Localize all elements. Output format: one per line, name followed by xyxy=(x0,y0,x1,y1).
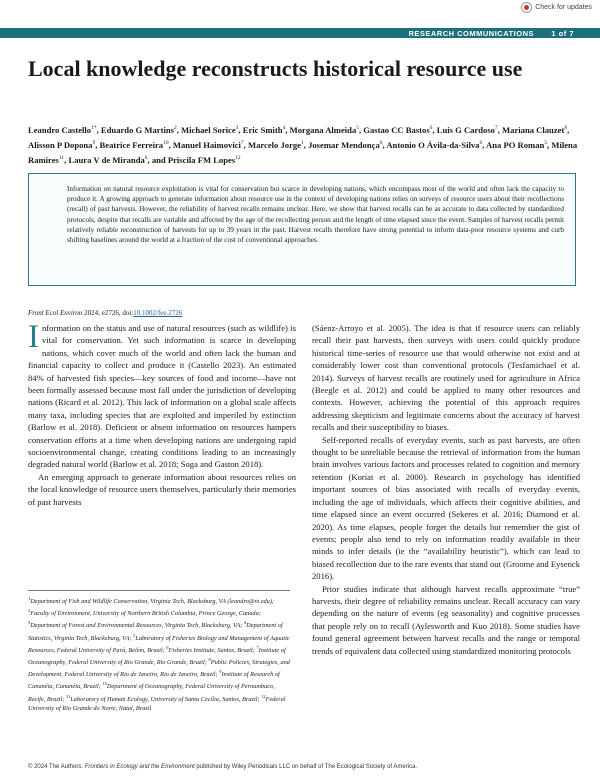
affiliation-footnotes xyxy=(28,590,290,713)
footer-publisher: published by Wiley Periodicals LLC on behalf of The Ecological Society of America. xyxy=(194,764,418,770)
footnote-item: $^8$Public Policies, Strategies, and Development, Federal University of Rio de Janeiro, Rio de Janeiro, Brazil; xyxy=(28,656,290,679)
body-column-left xyxy=(28,319,296,508)
footnote-item: $^4$Department of Statistics, Virginia Tech, Blacksburg, VA; xyxy=(28,620,283,642)
check-for-updates[interactable] xyxy=(521,2,592,13)
body-paragraph-5: Prior studies indicate that although harvest recalls approximate “true” harvests, their degree of reliability remains unclear. Recall accuracy can vary depending on the nature of events (eg seasonality) and cognitive processes that people rely on to recall (Aylesworth and Kuo 2018). Some studies have found general agreement between harvest recalls and the range or temporal trends of equivalent data collected using standardized monitoring protocols xyxy=(312,583,580,656)
author-affiliation-mark: 2 xyxy=(173,125,177,131)
author-name: Antonio O Ávila-da-Silva$^6$ xyxy=(386,139,483,150)
author-name: Leandro Castello$^{1*}$ xyxy=(28,124,97,135)
body-paragraph-3: (Sáenz-Arroyo et al. 2005). The idea is that if resource users can reliably recall their past harvests, then surveys with users could quickly produce historical time-series of resource use that would otherwise not exist and at considerably lower cost than conventional protocols (Tesfamichael et al. 2014). Surveys of harvest recalls are routinely used for agriculture in Africa (Beegle et al. 2012) and could be applied to many other resources and contexts. However, achieving the potential of this approach requires addressing skepticism and legitimate concerns about the accuracy of harvest recalls and their susceptibility to biases. xyxy=(312,323,580,433)
author-name: Laura V de Miranda$^6$ xyxy=(68,154,148,165)
page-count: 1 of 7 xyxy=(551,29,574,38)
author-list: Leandro Castello$^{1*}$, Eduardo G Martins$^2$, Michael Sorice$^3$, Eric Smith$^4$, Morgana Almeida$^5$, Gastao CC Bastos$^6$, Luis G Cardoso$^7$, Mariana Clauzet$^8$, Alisson P Dopona$^9$, Beatrice Ferreira$^{10}$, Manuel Haimovici$^7$, Marcelo Jorge$^1$, Josemar Mendonça$^6$, Antonio O Ávila-da-Silva$^6$, Ana PO Roman$^5$, Milena Ramires$^{11}$, Laura V de Miranda$^6$, and Priscila FM Lopes$^{12}$ xyxy=(28,124,578,165)
author-affiliation-mark: 3 xyxy=(235,125,239,131)
author-affiliation-mark: 12 xyxy=(235,155,241,162)
footnote-item: $^1$Department of Fish and Wildlife Conservation, Virginia Tech, Blacksburg, VA (leandro@vt.edu); xyxy=(28,596,275,606)
citation-rest: 2024; e2726, doi: xyxy=(82,309,134,317)
abstract-text: Information on natural resource exploitation is vital for conservation but scarce in developing nations, which encompass most of the world and often lack the capacity to produce it. A growing approach to generate information about resource use in the context of developing nations relies on surveys of resource users about their recollections (recall) of past harvests. However, the reliability of harvest recalls remains unclear. Here, we show that harvest recalls can be as accurate to data collected by standardized protocols, despite that recalls are variable and affected by the age of the recollecting person and the length of time elapsed since the event. Samples of harvest recalls permit relatively reliable reconstruction of harvests for up to 39 years in the past. Harvest recalls therefore have strong potential to inform data-poor resource systems and curb shifting baselines around the world at a fraction of the cost of conventional approaches. xyxy=(67,185,564,245)
footnote-item: $^{10}$Department of Oceanography, Federal University of Pernambuco, Recife, Brazil; xyxy=(28,681,275,703)
author-name: Michael Sorice$^3$ xyxy=(181,124,239,135)
check-for-updates-label: Check for updates xyxy=(535,4,592,11)
header-bar xyxy=(0,28,600,38)
citation-line xyxy=(28,309,182,317)
journal-abbrev: Front Ecol Environ xyxy=(28,309,83,317)
author-name: Eric Smith$^4$ xyxy=(242,124,286,135)
footnote-item: $^{12}$Federal University of Rio Grande do Norte, Natal, Brazil xyxy=(28,693,286,712)
footnote-item: $^2$Faculty of Environment, University of Northern British Columbia, Prince George, Canada; xyxy=(28,608,261,618)
author-affiliation-mark: 7 xyxy=(494,125,498,131)
footnote-item: $^9$Institute of Research of Cananéia, Cananéia, Brazil; xyxy=(28,669,280,691)
crossmark-icon xyxy=(521,2,532,13)
footer-copyright: © 2024 The Authors. xyxy=(28,764,85,770)
body-paragraph-4: Self-reported recalls of everyday events, such as past harvests, are often thought to be unreliable because the retrieval of information from the human brain involves various factors and processes related to cognition and memory retention (Koriat et al. 2000). Research in psychology has identified important sources of bias associated with recalls of everyday events, including the age of individuals, which affects their cognitive abilities, and time elapsed since an event occurred (Sekeres et al. 2016; Diamond et al. 2020). As time elapses, people forget the details but remember the gist of events; people also tend to rely on information readily available in their minds to infer details (ie the “availability heuristic”), which can lead to biased recollection due to the rare events that stand out (Groome and Eysenck 2016). xyxy=(312,434,580,582)
page-footer xyxy=(28,764,572,770)
footnote-item: $^5$Laboratory of Fisheries Biology and Management of Aquatic Resources, Federal University of Pará, Belém, Brazil; xyxy=(28,632,290,654)
author-name: Priscila FM Lopes$^{12}$ xyxy=(167,154,241,165)
author-name: Marcelo Jorge$^1$ xyxy=(247,139,304,150)
footnote-item: $^3$Department of Forest and Environmental Resources, Virginia Tech, Blacksburg, VA; xyxy=(28,620,244,630)
drop-cap: I xyxy=(28,319,39,355)
author-name: Eduardo G Martins$^2$ xyxy=(100,124,177,135)
author-affiliation-mark: 6 xyxy=(429,125,433,131)
footnote-item: $^6$Fisheries Institute, Santos, Brazil; xyxy=(166,644,257,654)
author-affiliation-mark: 10 xyxy=(163,140,169,147)
author-affiliation-mark: 5 xyxy=(356,125,359,131)
author-affiliation-mark: 7 xyxy=(240,140,244,147)
author-affiliation-mark: 6 xyxy=(479,140,483,147)
author-name: Morgana Almeida$^5$ xyxy=(289,124,359,135)
author-affiliation-mark: 4 xyxy=(282,125,286,131)
footer-journal: Frontiers in Ecology and the Environment xyxy=(84,764,195,770)
author-name: Milena Ramires$^{11}$ xyxy=(28,139,578,165)
author-name: Beatrice Ferreira$^{10}$ xyxy=(99,139,169,150)
author-affiliation-mark: 11 xyxy=(58,155,65,162)
author-affiliation-mark: 1* xyxy=(91,125,97,131)
author-affiliation-mark: 1 xyxy=(301,140,304,147)
author-name: Manuel Haimovici$^7$ xyxy=(172,139,244,150)
author-name: Gastao CC Bastos$^6$ xyxy=(363,124,433,135)
author-affiliation-mark: 9 xyxy=(92,140,96,147)
author-affiliation-mark: 6 xyxy=(379,140,383,147)
author-affiliation-mark: 5 xyxy=(544,140,548,147)
author-name: Mariana Clauzet$^8$ xyxy=(502,124,568,135)
doi-link[interactable]: 10.1002/fee.2726 xyxy=(133,309,183,317)
abstract-box xyxy=(28,173,576,286)
footnote-item: $^{11}$Laboratory of Human Ecology, University of Santa Cecília, Santos, Brazil; xyxy=(65,693,262,703)
author-name: Luis G Cardoso$^7$ xyxy=(436,124,498,135)
body-paragraph-2: An emerging approach to generate information about resources relies on the local knowledge of resource users themselves, particularly their memories of past harvests xyxy=(28,471,296,507)
article-title: Local knowledge reconstructs historical resource use xyxy=(28,56,523,81)
author-name: Alisson P Dopona$^9$ xyxy=(28,139,96,150)
author-name: Josemar Mendonça$^6$ xyxy=(308,139,383,150)
section-label: RESEARCH COMMUNICATIONS xyxy=(408,29,534,38)
author-affiliation-mark: 8 xyxy=(564,125,568,131)
footnote-item: $^7$Institute of Oceanography, Federal University of Rio Grande, Rio Grande, Brazil; xyxy=(28,644,286,667)
body-column-right xyxy=(312,322,580,657)
author-affiliation-mark: 6 xyxy=(144,155,148,162)
author-name: Ana PO Roman$^5$ xyxy=(486,139,548,150)
body-paragraph-1: Information on the status and use of natural resources (such as wildlife) is vital for conservation. Yet such information is scarce in developing nations, which cover much of the world and often lack the human and financial capacity to collect and produce it (Castello 2023). An estimated 84% of harvested fish species—key sources of food and income—have not been formally assessed because most fall under the jurisdiction of developing nations (Ricard et al. 2012). This lack of information on a global scale affects many taxa, including species that are exploited and imperiled by extinction (Barlow et al. 2018). Deficient or absent information on resources hampers conservation efforts at a time when developing nations are undergoing rapid socioenvironmental change, creating conditions leading to an increasingly degraded natural world (Barlow et al. 2018; Soga and Gaston 2018). xyxy=(28,319,296,470)
